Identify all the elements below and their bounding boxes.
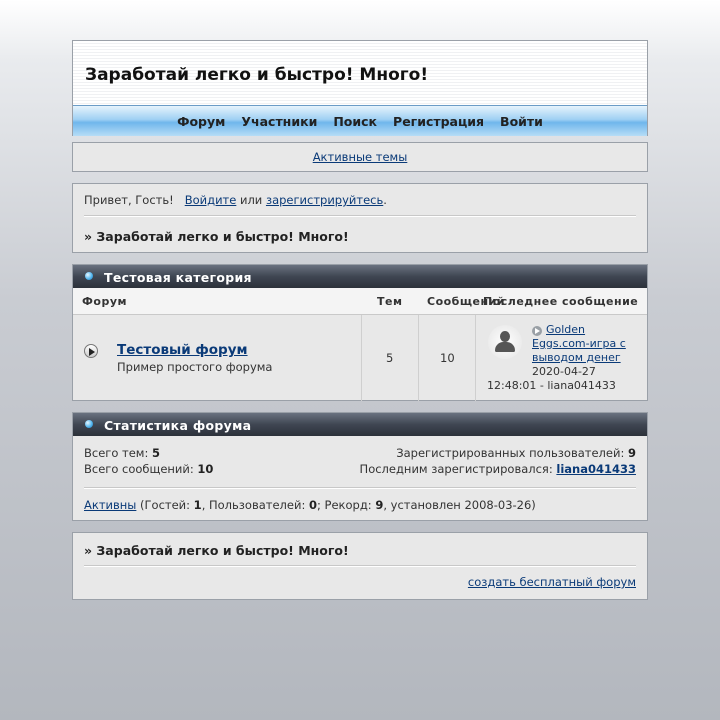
nav-login[interactable]: Войти xyxy=(500,113,543,129)
last-post-date: 2020-04-27 xyxy=(532,365,596,378)
nav-register[interactable]: Регистрация xyxy=(393,113,485,129)
total-topics-value: 5 xyxy=(152,446,161,460)
total-posts-label: Всего сообщений: xyxy=(84,462,194,476)
col-topics: Тем xyxy=(377,295,403,308)
last-registered-label: Последним зарегистрировался: xyxy=(359,462,553,476)
stats-title: Статистика форума xyxy=(104,418,252,433)
posts-count: 10 xyxy=(440,351,455,365)
guests-label: (Гостей: xyxy=(140,498,191,512)
total-topics-label: Всего тем: xyxy=(84,446,149,460)
col-last-post: Последнее сообщение xyxy=(483,295,639,308)
nav-members[interactable]: Участники xyxy=(241,113,318,129)
col-posts: Сообщений xyxy=(427,295,506,308)
site-title: Заработай легко и быстро! Много! xyxy=(85,65,429,85)
breadcrumb: » Заработай легко и быстро! Много! xyxy=(84,229,349,244)
registered-label: Зарегистрированных пользователей: xyxy=(396,446,625,460)
guests-value: 1 xyxy=(193,498,202,512)
period-text: . xyxy=(383,193,387,207)
stats-header xyxy=(73,413,647,436)
record-set-text: , установлен 2008-03-26) xyxy=(383,498,536,512)
divider xyxy=(84,565,636,567)
footer-breadcrumb: » Заработай легко и быстро! Много! xyxy=(84,543,349,558)
last-post-time-author: 12:48:01 - liana041433 xyxy=(487,379,616,392)
register-link[interactable]: зарегистрируйтесь xyxy=(265,193,384,207)
forum-arrow-icon[interactable] xyxy=(84,344,98,358)
footer-panel xyxy=(72,532,648,600)
last-post-cell xyxy=(476,315,647,401)
bullet-icon xyxy=(85,420,93,428)
or-text: или xyxy=(239,193,263,207)
divider xyxy=(84,487,636,489)
forum-cell xyxy=(73,315,362,401)
nav-search[interactable]: Поиск xyxy=(333,113,378,129)
last-topic-link[interactable]: Golden Eggs.com-игра с выводом денег xyxy=(532,323,626,364)
divider xyxy=(84,215,636,217)
registered-line xyxy=(396,446,636,460)
welcome-panel xyxy=(72,183,648,253)
registered-value: 9 xyxy=(627,446,636,460)
stats-block xyxy=(72,412,648,521)
main-nav xyxy=(73,105,647,136)
active-topics-link[interactable]: Активные темы xyxy=(312,150,408,164)
record-value: 9 xyxy=(375,498,384,512)
create-forum-link[interactable]: создать бесплатный форум xyxy=(467,575,636,589)
record-label: ; Рекорд: xyxy=(317,498,372,512)
category-block xyxy=(72,264,648,401)
last-registered-line xyxy=(360,462,636,476)
welcome-line xyxy=(84,193,387,207)
greeting-text: Привет, Гость! xyxy=(84,193,174,207)
forum-title-link[interactable]: Тестовый форум xyxy=(117,342,248,358)
topics-count: 5 xyxy=(386,351,394,365)
category-title: Тестовая категория xyxy=(104,270,252,285)
col-forum: Форум xyxy=(82,295,128,308)
users-value: 0 xyxy=(309,498,318,512)
total-posts-value: 10 xyxy=(197,462,214,476)
active-users-link[interactable]: Активны xyxy=(84,498,137,512)
nav-forum[interactable]: Форум xyxy=(177,113,226,129)
forum-header xyxy=(72,40,648,136)
bullet-icon xyxy=(85,272,93,280)
login-link[interactable]: Войдите xyxy=(184,193,237,207)
topics-cell xyxy=(362,315,419,401)
column-headers xyxy=(73,288,647,315)
forum-description: Пример простого форума xyxy=(117,360,273,374)
forum-row xyxy=(73,315,647,401)
total-topics-line xyxy=(84,446,160,460)
posts-cell xyxy=(419,315,476,401)
users-label: , Пользователей: xyxy=(201,498,306,512)
last-registered-user-link[interactable]: liana041433 xyxy=(556,462,636,476)
active-topics-bar xyxy=(72,142,648,172)
online-line xyxy=(84,498,536,512)
category-header xyxy=(73,265,647,288)
total-posts-line xyxy=(84,462,213,476)
user-avatar-icon xyxy=(488,325,522,359)
